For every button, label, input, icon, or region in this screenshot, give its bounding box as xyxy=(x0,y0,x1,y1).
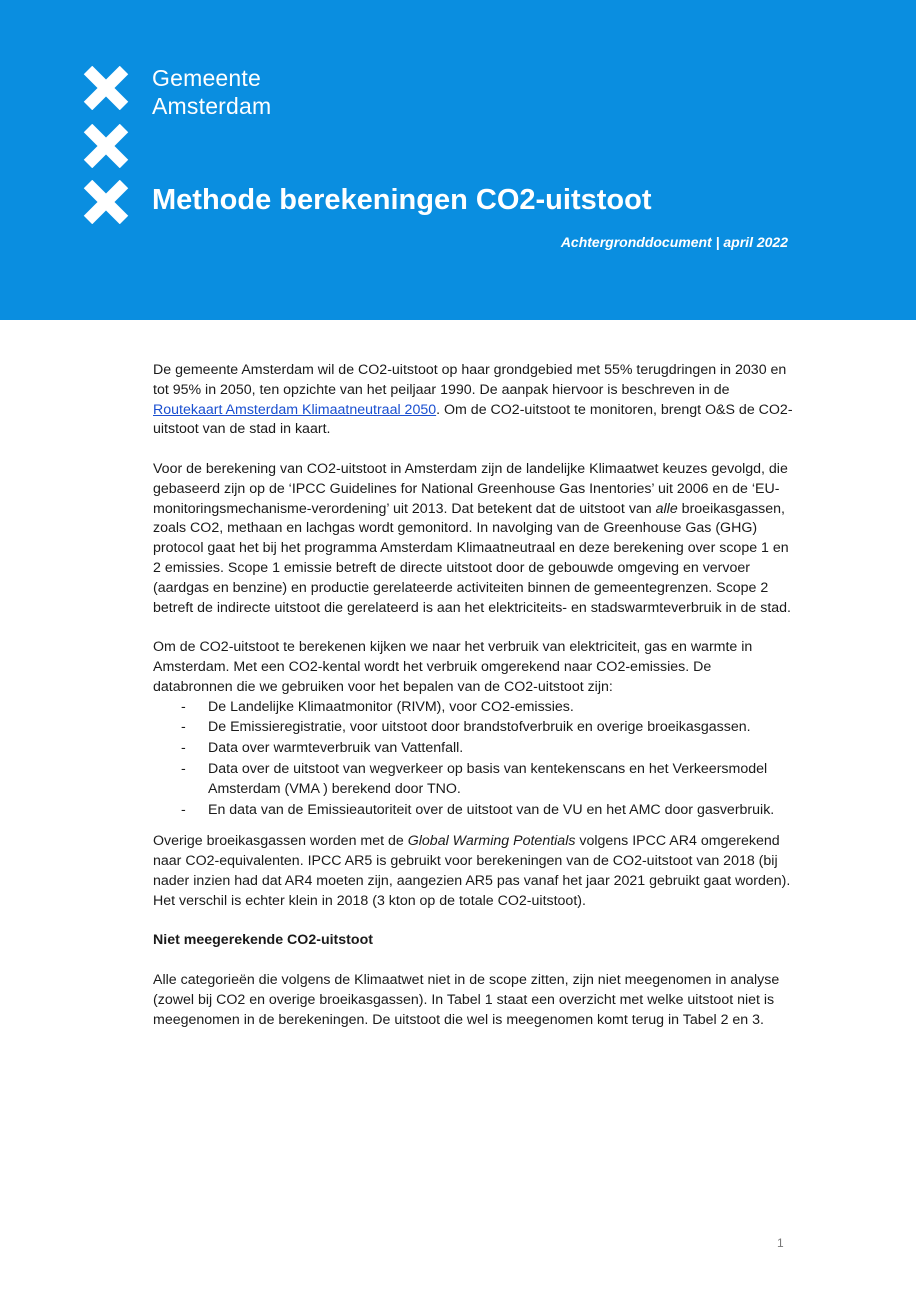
list-dash: - xyxy=(181,801,186,818)
list-dash: - xyxy=(181,698,186,715)
text-run: . Om de CO2-uitstoot te monitoren, brengt O&S de CO2-uitstoot van de stad in kaart. xyxy=(153,401,793,438)
gwp-paragraph xyxy=(153,832,793,911)
andreas-cross-icon xyxy=(82,66,130,110)
emphasis-text: alle xyxy=(655,500,678,517)
method-paragraph xyxy=(153,460,793,618)
organization-line-2: Amsterdam xyxy=(152,93,272,119)
document-title: Methode berekeningen CO2-uitstoot xyxy=(152,184,652,216)
text-run: Voor de berekening van CO2-uitstoot in Amsterdam zijn de landelijke Klimaatwet keuzes gevolgd, die gebaseerd zijn op de ‘IPCC Guidelines for National Greenhouse Gas Inentories’ uit 2006 en de ‘EU-monitoringsmechanisme-verordening’ uit 2013. Dat betekent dat de uitstoot van xyxy=(153,460,788,517)
organization-line-1: Gemeente xyxy=(152,65,261,91)
routekaart-link[interactable]: Routekaart Amsterdam Klimaatneutraal 2050 xyxy=(153,401,437,418)
list-dash: - xyxy=(181,719,186,736)
excluded-emissions-paragraph: Alle categorieën die volgens de Klimaatwet niet in de scope zitten, zijn niet meegenomen in analyse (zowel bij CO2 en overige broeikasgassen). In Tabel 1 staat een overzicht met welke uitstoot niet is meegenomen in de berekeningen. De uitstoot die wel is meegenomen komt terug in Tabel 2 en 3. xyxy=(153,971,780,1028)
data-sources-list xyxy=(153,698,793,821)
andreas-cross-icon xyxy=(82,180,130,224)
list-item xyxy=(181,760,793,800)
list-item xyxy=(181,739,793,759)
list-item-text: Data over de uitstoot van wegverkeer op basis van kentekenscans en het Verkeersmodel Amsterdam (VMA ) berekend door TNO. xyxy=(208,760,768,797)
list-item-text: De Emissieregistratie, voor uitstoot door brandstofverbruik en overige broeikasgassen. xyxy=(208,719,751,736)
document-body xyxy=(153,361,793,1050)
list-item xyxy=(181,801,793,821)
list-item xyxy=(181,718,793,738)
organization-name xyxy=(152,64,271,120)
text-run: volgens IPCC AR4 omgerekend naar CO2-equivalenten. IPCC AR5 is gebruikt voor berekeningen van de CO2-uitstoot van 2018 (bij nader inzien had dat AR4 moeten zijn, aangezien AR5 pas vanaf het jaar 2021 gebruikt gaat worden). Het verschil is echter klein in 2018 (3 kton op de totale CO2-uitstoot). xyxy=(153,833,791,909)
page-number: 1 xyxy=(777,1236,784,1250)
list-dash: - xyxy=(181,740,186,757)
section-heading: Niet meegerekende CO2-uitstoot xyxy=(153,932,373,949)
list-item-text: De Landelijke Klimaatmonitor (RIVM), voor CO2-emissies. xyxy=(208,698,574,715)
list-item-text: Data over warmteverbruik van Vattenfall. xyxy=(208,740,464,757)
header-banner xyxy=(0,0,916,320)
emphasis-text: Global Warming Potentials xyxy=(407,833,576,850)
data-sources-paragraph: Om de CO2-uitstoot te berekenen kijken we naar het verbruik van elektriciteit, gas en warmte in Amsterdam. Met een CO2-kental wordt het verbruik omgerekend naar CO2-emissies. De databronnen die we gebruiken voor het bepalen van de CO2-uitstoot zijn: xyxy=(153,639,753,695)
andreas-cross-icon xyxy=(82,124,130,168)
list-item xyxy=(181,698,793,718)
list-item-text: En data van de Emissieautoriteit over de uitstoot van de VU en het AMC door gasverbruik. xyxy=(208,801,775,818)
list-dash: - xyxy=(181,760,186,777)
intro-paragraph xyxy=(153,361,793,440)
text-run: Overige broeikasgassen worden met de xyxy=(153,833,408,850)
text-run: broeikasgassen, zoals CO2, methaan en lachgas wordt gemonitord. In navolging van de Greenhouse Gas (GHG) protocol gaat het bij het programma Amsterdam Klimaatneutraal en deze berekening over scope 1 en 2 emissies. Scope 1 emissie betreft de directe uitstoot door de gebouwde omgeving en vervoer (aardgas en benzine) en productie gerelateerde activiteiten binnen de gemeentegrenzen. Scope 2 betreft de indirecte uitstoot die gerelateerd is aan het elektriciteits- en stadswarmteverbruik in de stad. xyxy=(153,500,791,616)
document-subtitle: Achtergronddocument | april 2022 xyxy=(560,234,788,250)
text-run: De gemeente Amsterdam wil de CO2-uitstoot op haar grondgebied met 55% terugdringen in 2030 en tot 95% in 2050, ten opzichte van het peiljaar 1990. De aanpak hiervoor is beschreven in de xyxy=(153,362,787,398)
